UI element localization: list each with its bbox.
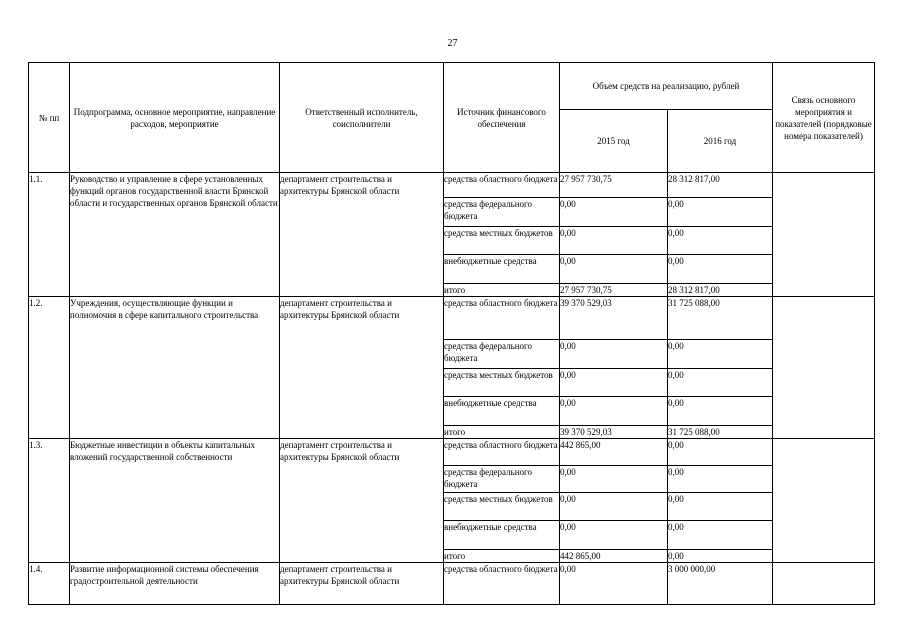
header-year-2015: 2015 год — [560, 110, 668, 173]
value-2015: 0,00 — [560, 369, 668, 397]
source-label: средства федерального бюджета — [444, 198, 560, 227]
header-volume: Объем средств на реализацию, рублей — [560, 63, 773, 110]
source-label: средства местных бюджетов — [444, 227, 560, 255]
total-2015: 442 865,00 — [560, 550, 668, 563]
value-2016: 0,00 — [668, 397, 773, 426]
row-name: Бюджетные инвестиции в объекты капитальных вложений государственной собственности — [70, 439, 280, 563]
source-label: средства местных бюджетов — [444, 369, 560, 397]
total-2015: 27 957 730,75 — [560, 284, 668, 297]
value-2016: 3 000 000,00 — [668, 563, 773, 605]
total-label: итого — [444, 284, 560, 297]
header-link: Связь основного мероприятия и показателей (порядковые номера показателей) — [773, 63, 875, 173]
row-num: 1.1. — [29, 173, 70, 297]
total-label: итого — [444, 550, 560, 563]
header-executor: Ответственный исполнитель, соисполнители — [280, 63, 444, 173]
value-2015: 0,00 — [560, 227, 668, 255]
value-2015: 0,00 — [560, 198, 668, 227]
value-2016: 0,00 — [668, 227, 773, 255]
value-2016: 0,00 — [668, 521, 773, 550]
total-label: итого — [444, 426, 560, 439]
header-subprogram: Подпрограмма, основное мероприятие, направление расходов, мероприятие — [70, 63, 280, 173]
value-2015: 0,00 — [560, 493, 668, 521]
value-2015: 0,00 — [560, 466, 668, 493]
budget-table — [28, 62, 875, 605]
source-label: средства федерального бюджета — [444, 340, 560, 369]
source-label: средства областного бюджета — [444, 439, 560, 466]
value-2015: 0,00 — [560, 521, 668, 550]
source-label: средства областного бюджета — [444, 173, 560, 198]
row-link — [773, 563, 875, 605]
source-label: средства областного бюджета — [444, 297, 560, 340]
value-2015: 39 370 529,03 — [560, 297, 668, 340]
total-2016: 0,00 — [668, 550, 773, 563]
value-2015: 0,00 — [560, 563, 668, 605]
value-2015: 0,00 — [560, 340, 668, 369]
header-source: Источник финансового обеспечения — [444, 63, 560, 173]
row-link — [773, 173, 875, 297]
header-year-2016: 2016 год — [668, 110, 773, 173]
total-2016: 31 725 088,00 — [668, 426, 773, 439]
row-executor: департамент строительства и архитектуры Брянской области — [280, 297, 444, 439]
value-2016: 0,00 — [668, 466, 773, 493]
row-name: Развитие информационной системы обеспечения градостроительной деятельности — [70, 563, 280, 605]
value-2016: 0,00 — [668, 369, 773, 397]
value-2015: 442 865,00 — [560, 439, 668, 466]
row-executor: департамент строительства и архитектуры Брянской области — [280, 563, 444, 605]
page-number: 27 — [447, 38, 458, 49]
row-num: 1.3. — [29, 439, 70, 563]
row-num: 1.2. — [29, 297, 70, 439]
value-2015: 0,00 — [560, 255, 668, 284]
source-label: средства федерального бюджета — [444, 466, 560, 493]
source-label: внебюджетные средства — [444, 397, 560, 426]
source-label: средства областного бюджета — [444, 563, 560, 605]
row-name: Учреждения, осуществляющие функции и полномочия в сфере капитального строительства — [70, 297, 280, 439]
value-2016: 0,00 — [668, 493, 773, 521]
value-2016: 0,00 — [668, 255, 773, 284]
row-name: Руководство и управление в сфере установленных функций органов государственной власти Брянской области и государственных органов Брянской области — [70, 173, 280, 297]
value-2016: 0,00 — [668, 198, 773, 227]
value-2016: 0,00 — [668, 340, 773, 369]
total-2016: 28 312 817,00 — [668, 284, 773, 297]
value-2016: 31 725 088,00 — [668, 297, 773, 340]
value-2015: 0,00 — [560, 397, 668, 426]
row-executor: департамент строительства и архитектуры Брянской области — [280, 439, 444, 563]
source-label: средства местных бюджетов — [444, 493, 560, 521]
row-executor: департамент строительства и архитектуры Брянской области — [280, 173, 444, 297]
source-label: внебюджетные средства — [444, 255, 560, 284]
row-link — [773, 297, 875, 439]
value-2015: 27 957 730,75 — [560, 173, 668, 198]
value-2016: 0,00 — [668, 439, 773, 466]
header-num: № пп — [29, 63, 70, 173]
value-2016: 28 312 817,00 — [668, 173, 773, 198]
total-2015: 39 370 529,03 — [560, 426, 668, 439]
row-link — [773, 439, 875, 563]
row-num: 1.4. — [29, 563, 70, 605]
source-label: внебюджетные средства — [444, 521, 560, 550]
